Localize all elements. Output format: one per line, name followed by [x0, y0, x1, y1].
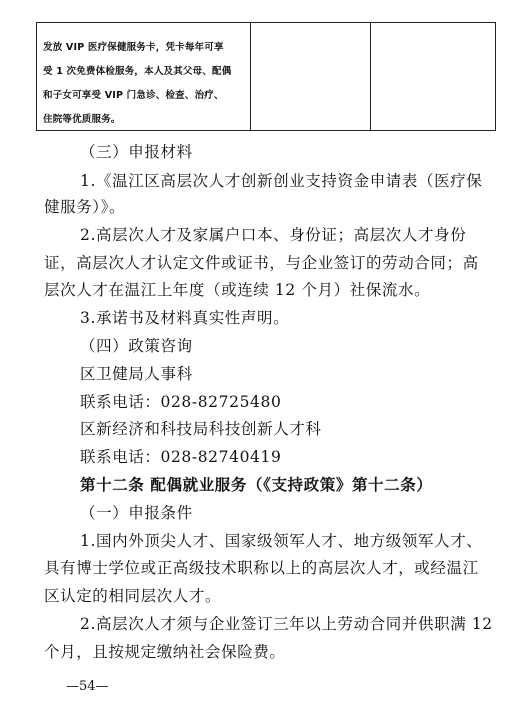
contact-phone: 联系电话：028-82740419 [80, 448, 282, 466]
paragraph-line: 2.高层次人才及家属户口本、身份证；高层次人才身份 [80, 226, 467, 244]
paragraph-line: 3.承诺书及材料真实性声明。 [80, 309, 290, 327]
paragraph-line: 证，高层次人才认定文件或证书，与企业签订的劳动合同；高 [44, 254, 479, 272]
paragraph-line: 1.国内外顶尖人才、国家级领军人才、地方级领军人才、 [80, 532, 483, 550]
paragraph-line: 区认定的相同层次人才。 [44, 587, 222, 605]
table-cell-line: 受 1 次免费体检服务，本人及其父母、配偶 [43, 66, 232, 77]
article-heading: 第十二条 配偶就业服务（《支持政策》第十二条） [80, 475, 433, 494]
table-column-divider [370, 23, 371, 130]
benefits-table [36, 22, 496, 131]
page-number: —54— [66, 679, 109, 694]
contact-department: 区卫健局人事科 [80, 365, 193, 383]
contact-department: 区新经济和科技局科技创新人才科 [80, 420, 322, 438]
table-cell-description [43, 36, 253, 132]
paragraph-line: 2.高层次人才须与企业签订三年以上劳动合同并供职满 12 [80, 615, 493, 633]
paragraph-line: 1.《温江区高层次人才创新创业支持资金申请表（医疗保 [80, 172, 483, 190]
paragraph-line: 健服务）》。 [44, 198, 126, 216]
contact-phone: 联系电话：028-82725480 [80, 393, 282, 411]
paragraph-line: 具有博士学位或正高级技术职称以上的高层次人才，或经温江 [44, 559, 479, 577]
paragraph-line: 层次人才在温江上年度（或连续 12 个月）社保流水。 [44, 281, 431, 299]
table-cell-line: 发放 VIP 医疗保健服务卡，凭卡每年可享 [43, 42, 224, 53]
section-heading-materials: （三）申报材料 [80, 143, 193, 161]
section-heading-conditions: （一）申报条件 [80, 504, 193, 522]
section-heading-consultation: （四）政策咨询 [80, 337, 193, 355]
paragraph-line: 个月，且按规定缴纳社会保险费。 [44, 643, 286, 661]
table-cell-line: 和子女可享受 VIP 门急诊、检查、治疗、 [43, 90, 224, 101]
table-cell-line: 住院等优质服务。 [43, 114, 121, 125]
